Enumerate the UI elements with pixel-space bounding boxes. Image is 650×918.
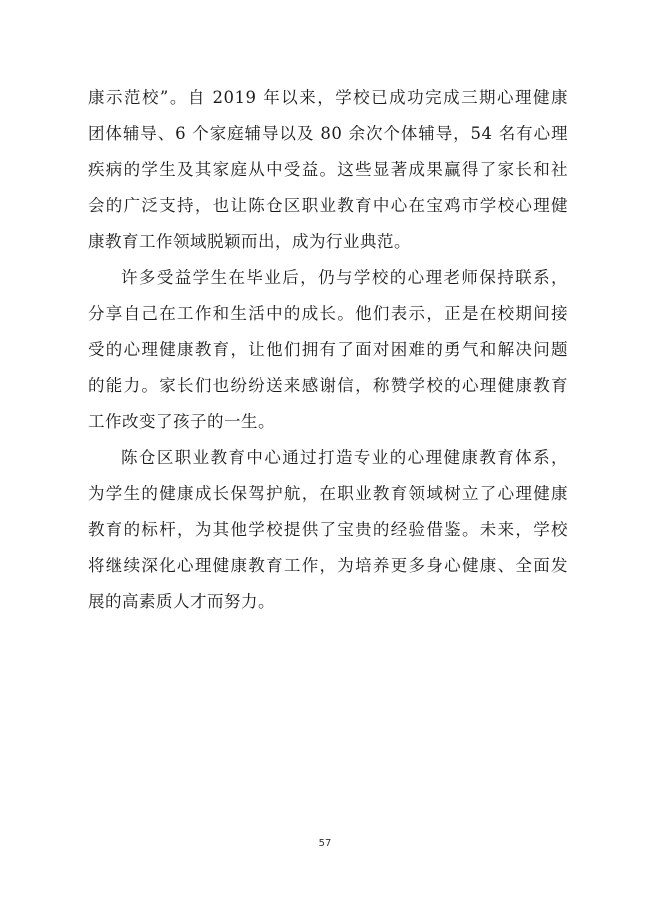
paragraph-line: 康示范校”。自 2019 年以来，学校已成功完成三期心理健康 — [88, 88, 568, 107]
paragraph-3 — [88, 440, 568, 620]
paragraph-line: 许多受益学生在毕业后，仍与学校的心理老师保持联系， — [121, 268, 568, 287]
page-number: 57 — [318, 838, 332, 849]
paragraph-1 — [88, 80, 568, 260]
paragraph-line: 受的心理健康教育，让他们拥有了面对困难的勇气和解决问题 — [88, 340, 568, 359]
paragraph-line: 工作改变了孩子的一生。 — [88, 412, 275, 431]
paragraph-line: 将继续深化心理健康教育工作，为培养更多身心健康、全面发 — [88, 556, 568, 575]
paragraph-line: 会的广泛支持，也让陈仓区职业教育中心在宝鸡市学校心理健 — [88, 196, 568, 215]
paragraph-line: 的能力。家长们也纷纷送来感谢信，称赞学校的心理健康教育 — [88, 376, 568, 395]
paragraph-line: 康教育工作领域脱颖而出，成为行业典范。 — [88, 232, 411, 251]
paragraph-2 — [88, 260, 568, 440]
paragraph-line: 展的高素质人才而努力。 — [88, 592, 275, 611]
paragraph-line: 教育的标杆，为其他学校提供了宝贵的经验借鉴。未来，学校 — [88, 520, 568, 539]
paragraph-line: 分享自己在工作和生活中的成长。他们表示，正是在校期间接 — [88, 304, 568, 323]
paragraph-line: 为学生的健康成长保驾护航，在职业教育领域树立了心理健康 — [88, 484, 568, 503]
paragraph-line: 陈仓区职业教育中心通过打造专业的心理健康教育体系， — [121, 448, 568, 467]
paragraph-line: 疾病的学生及其家庭从中受益。这些显著成果赢得了家长和社 — [88, 160, 568, 179]
paragraph-line: 团体辅导、6 个家庭辅导以及 80 余次个体辅导，54 名有心理 — [88, 124, 568, 143]
body-text — [88, 80, 568, 620]
